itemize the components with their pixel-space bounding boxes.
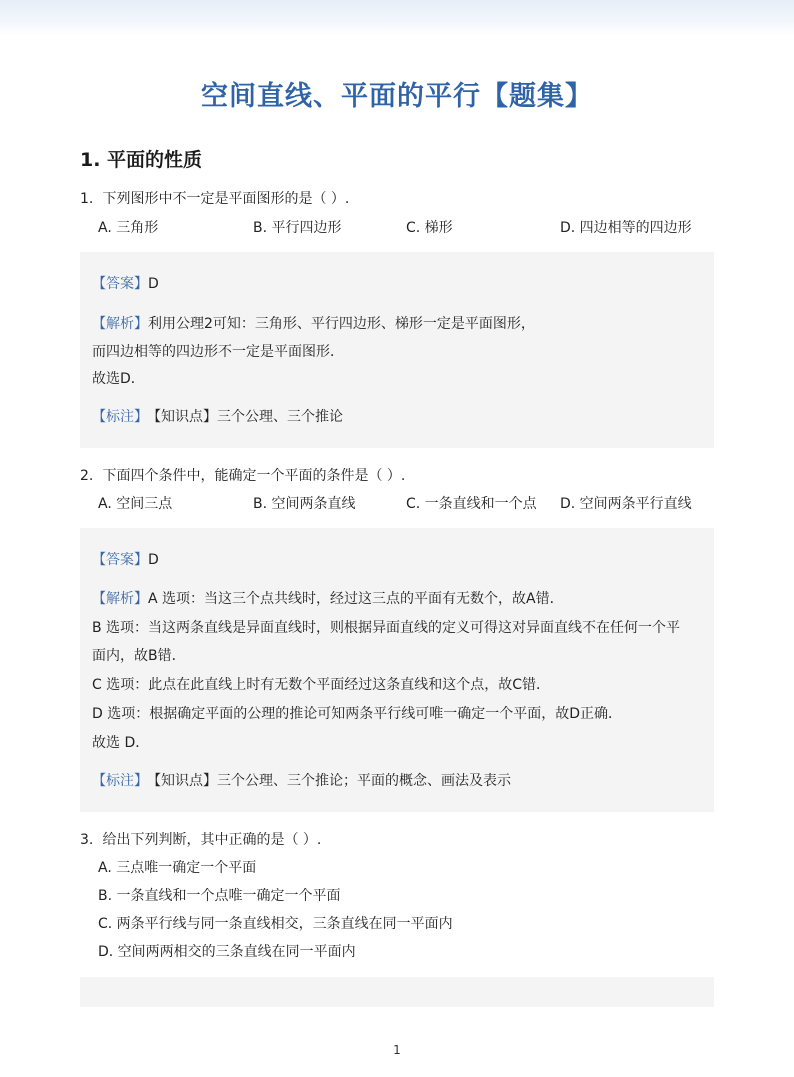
answer-label: 【答案】: [92, 276, 148, 292]
option-c: C. 梯形: [406, 220, 453, 236]
option-d: D. 四边相等的四边形: [560, 220, 692, 236]
analysis-label: 【解析】: [92, 316, 148, 332]
answer-box-1: [80, 252, 714, 448]
option-a: A. 空间三点: [98, 496, 173, 512]
note-text: 【知识点】三个公理、三个推论；平面的概念、画法及表示: [154, 773, 511, 789]
section-heading: 1. 平面的性质: [80, 149, 203, 171]
answer-label: 【答案】: [92, 552, 148, 568]
answer-box-2: [80, 528, 714, 812]
question-text: 给出下列判断，其中正确的是（ ）.: [102, 832, 322, 848]
analysis-line: [92, 313, 535, 333]
analysis-line: C 选项：此点在此直线上时有无数个平面经过这条直线和这个点，故C错．: [92, 677, 550, 693]
option-a: A. 三角形: [98, 220, 159, 236]
analysis-line: 故选D．: [92, 371, 145, 387]
analysis-label: 【解析】: [92, 591, 148, 607]
option-d: D. 空间两条平行直线: [560, 496, 692, 512]
option-b: B. 一条直线和一个点唯一确定一个平面: [98, 888, 341, 904]
answer-value: D: [148, 276, 159, 292]
note-line: [92, 770, 511, 790]
question-text: 下面四个条件中，能确定一个平面的条件是（ ）.: [102, 468, 406, 484]
option-c: C. 一条直线和一个点: [406, 496, 537, 512]
question-number: 3.: [80, 832, 94, 848]
top-decoration-band: [0, 0, 794, 36]
analysis-line: B 选项：当这两条直线是异面直线时，则根据异面直线的定义可得这对异面直线不在任何一个平: [92, 620, 681, 636]
question-number: 1.: [80, 191, 94, 207]
answer-box-3: [80, 977, 714, 1007]
answer-line: [92, 273, 159, 293]
option-c: C. 两条平行线与同一条直线相交，三条直线在同一平面内: [98, 916, 453, 932]
question-number: 2.: [80, 468, 94, 484]
note-text: 【知识点】三个公理、三个推论: [154, 409, 343, 425]
option-a: A. 三点唯一确定一个平面: [98, 860, 257, 876]
option-b: B. 空间两条直线: [253, 496, 356, 512]
note-label: 【标注】: [92, 773, 148, 789]
question-1: [80, 188, 349, 208]
analysis-line: D 选项：根据确定平面的公理的推论可知两条平行线可唯一确定一个平面，故D正确．: [92, 706, 623, 722]
analysis-line: 故选 D．: [92, 735, 150, 751]
question-3: [80, 829, 321, 849]
question-2: [80, 465, 405, 485]
option-b: B. 平行四边形: [253, 220, 342, 236]
analysis-line: 面内，故B错．: [92, 648, 186, 664]
note-line: [92, 406, 343, 426]
page-title: 空间直线、平面的平行【题集】: [201, 81, 593, 112]
analysis-line: 而四边相等的四边形不一定是平面图形．: [92, 344, 344, 360]
question-text: 下列图形中不一定是平面图形的是（ ）.: [102, 191, 350, 207]
analysis-line: [92, 588, 564, 608]
page-number: 1: [393, 1043, 401, 1057]
analysis-text: A 选项：当这三个点共线时，经过这三点的平面有无数个，故A错．: [148, 591, 564, 607]
option-d: D. 空间两两相交的三条直线在同一平面内: [98, 944, 356, 960]
analysis-text: 利用公理2可知：三角形、平行四边形、梯形一定是平面图形，: [148, 316, 535, 332]
note-label: 【标注】: [92, 409, 148, 425]
answer-line: [92, 549, 159, 569]
answer-value: D: [148, 552, 159, 568]
